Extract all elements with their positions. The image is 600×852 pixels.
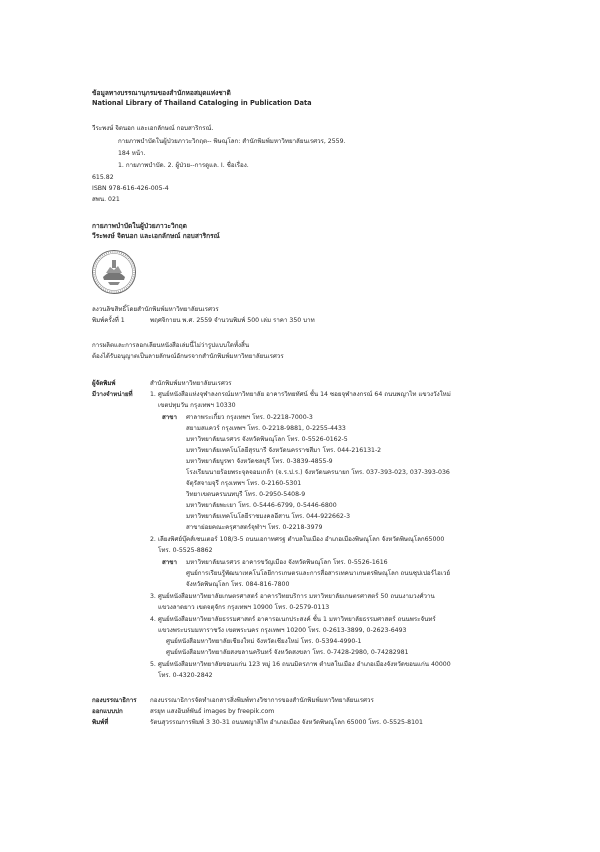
distributor-4-line-4: ศูนย์หนังสือมหาวิทยาลัยสงขลานครินทร์ จังหวัดสงขลา โทร. 0-7428-2980, 0-74282981 xyxy=(166,649,409,656)
catalog-title-line: กายภาพบำบัดในผู้ป่วยภาวะวิกฤต-- พิษณุโลก: สำนักพิมพ์มหาวิทยาลัยนเรศวร, 2559. xyxy=(118,138,346,145)
branch-item: วิทยาเขตนครนนทบุรี โทร. 0-2950-5408-9 xyxy=(186,491,306,498)
copyright-line: ลงวนลิขสิทธิ์โดยสำนักพิมพ์มหาวิทยาลัยนเรศวร xyxy=(92,306,219,313)
branch-item: โรงเรียนนายร้อยพระจุลจอมเกล้า (จ.ร.ป.ร.) จังหวัดนครนายก โทร. 037-393-023, 037-393-036 xyxy=(186,469,450,476)
edition-text: พฤศจิกายน พ.ศ. 2559 จำนวนพิมพ์ 500 เล่ม ราคา 350 บาท xyxy=(150,317,315,324)
catalog-call-number: 615.82 xyxy=(92,174,114,181)
editor-label: กองบรรณาธิการ xyxy=(92,697,137,704)
branch-item: มหาวิทยาลัยเทคโนโลยีสุรนารี จังหวัดนครราชสีมา โทร. 044-216131-2 xyxy=(186,447,382,454)
distributor-3-line-2: แขวงลาดยาว เขตจตุจักร กรุงเทพฯ 10900 โทร. 0-2579-0113 xyxy=(158,604,330,611)
distributor-1-line-2: เขตปทุมวัน กรุงเทพฯ 10330 xyxy=(158,402,236,409)
branch-item: สาขาย่อยคณะครุศาสตร์จุฬาฯ โทร. 0-2218-3979 xyxy=(186,524,323,531)
publisher-label: ผู้จัดพิมพ์ xyxy=(92,380,116,387)
branch-item: สยามสแควร์ กรุงเทพฯ โทร. 0-2218-9881, 0-2255-4433 xyxy=(186,425,346,432)
distributor-4-line-2: แขวงพระบรมมหาราชวัง เขตพระนคร กรุงเทพฯ 10200 โทร. 0-2613-3899, 0-2623-6493 xyxy=(158,627,407,634)
distributor-5-line-1: 5. ศูนย์หนังสือมหาวิทยาลัยขอนแก่น 123 หมู่ 16 ถนนมิตรภาพ ตำบลในเมือง อำเภอเมืองจังหวัดขอนแก่น 40000 xyxy=(150,661,451,668)
book-authors: วีระพงษ์ จิตนอก และเอกลักษณ์ กอบสาริกรณ์ xyxy=(92,232,220,240)
catalog-pages: 184 หน้า. xyxy=(118,150,146,157)
distributor-5-line-2: โทร. 0-4320-2842 xyxy=(158,672,213,679)
printer-label: พิมพ์ที่ xyxy=(92,719,109,726)
distributor-2-line-1: 2. เลียงพิศย์บุ๊คส์เซนเตอร์ 108/3-5 ถนนเอกาทศรฐ ตำบลในเมือง อำเภอเมืองพิษณุโลก จังหวัดพิษณุโลก65000 xyxy=(150,536,445,543)
notice-line-2: ต้องได้รับอนุญาตเป็นลายลักษณ์อักษรจากสำนักพิมพ์มหาวิทยาลัยนเรศวร xyxy=(92,353,284,360)
branch-item: จังหวัดพิษณุโลก โทร. 084-816-7800 xyxy=(186,581,290,588)
distributor-4-line-3: ศูนย์หนังสือมหาวิทยาลัยเชียงใหม่ จังหวัดเชียงใหม่ โทร. 0-5394-4990-1 xyxy=(166,638,362,645)
catalog-authors: วีระพงษ์ จิตนอก และเอกลักษณ์ กอบสาริกรณ์. xyxy=(92,125,214,132)
branch-item: ศูนย์การเรียนรู้พัฒนาเทคโนโลยีการเกษตรและการสื่อสารเทคนาเกษตรพิษณุโลก ถนนซุปเปอร์ไฮเวย์ xyxy=(186,570,451,577)
branch-item: มหาวิทยาลัยนเรศวร จังหวัดพิษณุโลก โทร. 0-5526-0162-5 xyxy=(186,436,348,443)
catalog-code: สพน. 021 xyxy=(92,196,120,203)
cip-header-thai: ข้อมูลทางบรรณานุกรมของสำนักหอสมุดแห่งชาติ xyxy=(92,89,231,97)
distributor-4-line-1: 4. ศูนย์หนังสือมหาวิทยาลัยธรรมศาสตร์ อาคารอเนกประสงค์ ชั้น 1 มหาวิทยาลัยธรรมศาสตร์ ถนนพระจันทร์ xyxy=(150,616,436,623)
branch-item: มหาวิทยาลัยพะเยา โทร. 0-5446-6799, 0-5446-6800 xyxy=(186,502,337,509)
distributor-2-line-2: โทร. 0-5525-8862 xyxy=(158,547,213,554)
notice-line-1: การผลิตและการลอกเลียนหนังสือเล่มนี้ไม่ว่ารูปแบบใดทั้งสิ้น xyxy=(92,342,250,349)
book-title: กายภาพบำบัดในผู้ป่วยภาวะวิกฤต xyxy=(92,222,187,230)
printer-value: รัตนสุวรรณการพิมพ์ 3 30-31 ถนนพญาลิไท อำเภอเมือง จังหวัดพิษณุโลก 65000 โทร. 0-5525-8101 xyxy=(150,719,423,726)
branch-label: สาขา xyxy=(162,414,177,421)
publisher-value: สำนักพิมพ์มหาวิทยาลัยนเรศวร xyxy=(150,380,232,387)
catalog-isbn: ISBN 978-616-426-005-4 xyxy=(92,185,169,192)
branch-item: มหาวิทยาลัยนเรศวร อาคารขวัญเมือง จังหวัดพิษณุโลก โทร. 0-5526-1616 xyxy=(186,559,388,566)
branch-item: จัตุรัสจามจุรี กรุงเทพฯ โทร. 0-2160-5301 xyxy=(186,480,302,487)
branch-item: มหาวิทยาลัยเทคโนโลยีราชมงคลอีสาน โทร. 044-922662-3 xyxy=(186,513,351,520)
cover-design-value: สรยุท แสงอินท์พันธ์ images by freepik.com xyxy=(150,708,275,715)
university-seal-icon xyxy=(91,249,137,295)
edition-label: พิมพ์ครั้งที่ 1 xyxy=(92,317,125,324)
distributor-1-line-1: 1. ศูนย์หนังสือแห่งจุฬาลงกรณ์มหาวิทยาลัย อาคารวิทยทัศน์ ชั้น 14 ซอยจุฬาลงกรณ์ 64 ถนนพญาไท แขวงวังใหม่ xyxy=(150,391,451,398)
branch-label: สาขา xyxy=(162,559,177,566)
cover-design-label: ออกแบบปก xyxy=(92,708,123,715)
branch-item: มหาวิทยาลัยบูรพา จังหวัดชลบุรี โทร. 0-3839-4855-9 xyxy=(186,458,333,465)
cip-header-english: National Library of Thailand Cataloging in Publication Data xyxy=(92,99,312,107)
distributor-3-line-1: 3. ศูนย์หนังสือมหาวิทยาลัยเกษตรศาสตร์ อาคารวิทยบริการ มหาวิทยาลัยเกษตรศาสตร์ 50 ถนนงามวงศ์วาน xyxy=(150,593,435,600)
distributor-label: มีวางจำหน่ายที่ xyxy=(92,391,133,398)
branch-item: ศาลาพระเกี้ยว กรุงเทพฯ โทร. 0-2218-7000-3 xyxy=(186,414,313,421)
catalog-subjects: 1. กายภาพบำบัด. 2. ผู้ป่วย--การดูแล. I. ชื่อเรื่อง. xyxy=(118,162,249,169)
editor-value: กองบรรณาธิการจัดทำเอกสารสิ่งพิมพ์ทางวิชาการของสำนักพิมพ์มหาวิทยาลัยนเรศวร xyxy=(150,697,374,704)
